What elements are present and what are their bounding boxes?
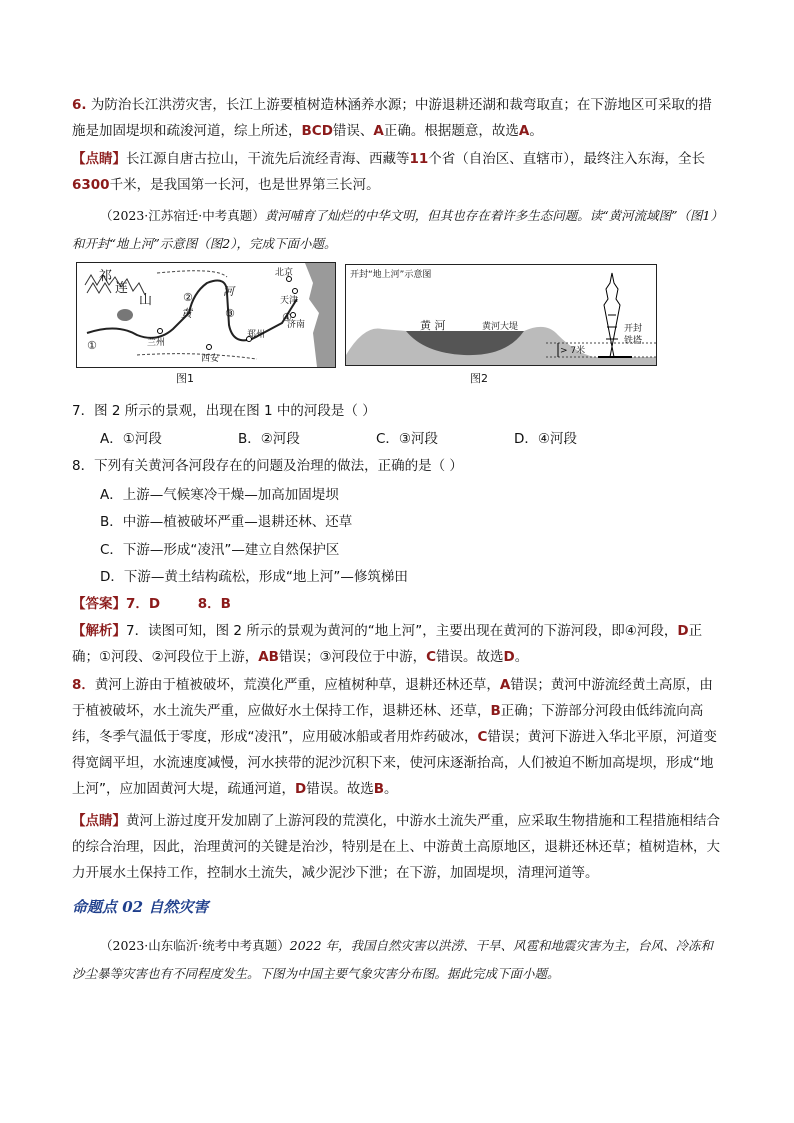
answer-line: 【答案】7．D 8．B — [72, 596, 231, 612]
q8-option-b: B．中游—植被破坏严重—退耕还林、还草 — [100, 514, 353, 530]
intro2-paragraph: （2023·山东临沂·统考中考真题）2022 年，我国自然灾害以洪涝、干旱、风雹和地震灾害为主，台风、冷冻和沙尘暴等灾害也有不同程度发生。下图为中国主要气象灾害分布图。据此完成下面小题。 — [72, 938, 714, 981]
figure1-caption: 图1 — [176, 372, 194, 385]
q8-option-d: D．下游—黄土结构疏松，形成“地上河”—修筑梯田 — [100, 569, 408, 585]
intro-paragraph: （2023·江苏宿迁·中考真题）黄河哺育了灿烂的中华文明，但其也存在着许多生态问题。读“黄河流域图”（图1）和开封“地上河”示意图（图2），完成下面小题。 — [72, 208, 717, 251]
q8-option-a: A．上游—气候寒冷干燥—加高加固堤坝 — [100, 487, 339, 503]
q8-option-c: C．下游—形成“凌汛”—建立自然保护区 — [100, 542, 340, 558]
q7-option-d: D．④河段 — [514, 431, 577, 447]
q7-option-a: A．①河段 — [100, 431, 162, 447]
analysis-q7: 【解析】7．读图可知，图 2 所示的景观为黄河的“地上河”，主要出现在黄河的下游河段，即④河段，D正确；①河段、②河段位于上游，AB错误；③河段位于中游，C错误。故选D。 — [72, 623, 703, 665]
xian-dot — [207, 345, 212, 350]
sea-area — [305, 263, 335, 367]
elevated-river-svg — [346, 265, 656, 365]
note1-paragraph: 【点睛】长江源自唐古拉山，干流先后流经青海、西藏等11个省（自治区、直辖市），最终注入东海，全长6300千米，是我国第一长河，也是世界第三长河。 — [72, 151, 706, 193]
q7-stem: 7．图 2 所示的景观，出现在图 1 中的河段是（ ） — [72, 403, 376, 419]
lake-shape — [117, 309, 133, 321]
analysis-q8: 8．黄河上游由于植被破坏，荒漠化严重，应植树种草，退耕还林还草，A错误；黄河中游流经黄土高原，由于植被破坏，水土流失严重，应做好水土保持工作，退耕还林、还草，B正确；下游部分河段由低纬流向高纬，冬季气温低于零度，形成“凌汛”，应用破冰船或者用炸药破冰，C错误；黄河下游进入华北平原，河道变得宽阔平坦，水流速度减慢，河水挟带的泥沙沉积下来，使河床逐渐抬高，人们被迫不断加高堤坝，形成“地上河”，应加固黄河大堤，疏通河道，D错误。故选B。 — [72, 677, 717, 797]
figure2-diagram: 开封“地上河”示意图 黄 河 黄河大堤 > 7米 开封 铁塔 — [345, 264, 657, 366]
figure1-map: 祁 连 山 河 黄 北京 天津 济南 兰州 西安 郑州 ① ② ③ ④ — [76, 262, 336, 368]
q7-options — [100, 426, 700, 452]
figure2-caption: 图2 — [470, 372, 488, 385]
q7-option-b: B．②河段 — [238, 431, 300, 447]
q8-stem: 8．下列有关黄河各河段存在的问题及治理的做法，正确的是（ ） — [72, 458, 463, 474]
lanzhou-dot — [158, 329, 163, 334]
q7-option-c: C．③河段 — [376, 431, 439, 447]
q6-paragraph: 6. 为防治长江洪涝灾害，长江上游要植树造林涵养水源；中游退耕还湖和裁弯取直；在下游地区可采取的措施是加固堤坝和疏浚河道，综上所述，BCD错误、A正确。根据题意，故选A。 — [72, 97, 712, 139]
section-heading: 命题点 02 自然灾害 — [72, 898, 209, 916]
note2-paragraph: 【点睛】黄河上游过度开发加剧了上游河段的荒漠化，中游水土流失严重，应采取生物措施和工程措施相结合的综合治理，因此，治理黄河的关键是治沙，特别是在上、中游黄土高原地区，退耕还林还草；植树造林，大力开展水土保持工作，控制水土流失，减少泥沙下泄；在下游，加固堤坝，清理河道等。 — [72, 813, 720, 881]
